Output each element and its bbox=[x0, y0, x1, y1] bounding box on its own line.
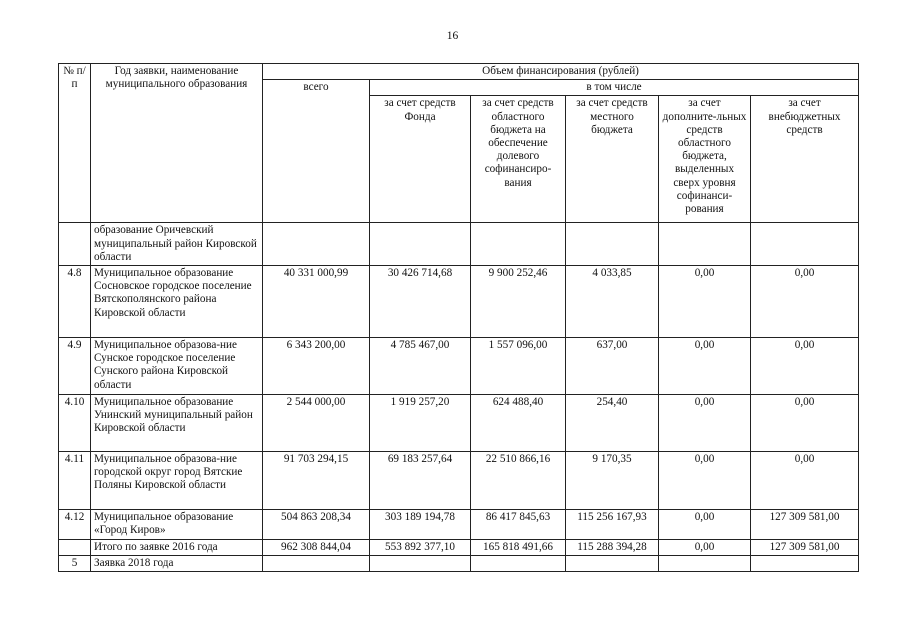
row-total bbox=[263, 223, 370, 266]
header-regional: за счет средств областного бюджета на обеспечение долевого софинансиро-вания bbox=[471, 96, 566, 223]
row-fund: 4 785 467,00 bbox=[370, 338, 471, 395]
row-extra bbox=[751, 223, 859, 266]
row-name: образование Оричевский муниципальный район Кировской области bbox=[91, 223, 263, 266]
row-additional bbox=[659, 223, 751, 266]
row-fund: 69 183 257,64 bbox=[370, 452, 471, 510]
financing-table bbox=[58, 63, 859, 572]
row-regional bbox=[471, 556, 566, 572]
row-extra: 0,00 bbox=[751, 452, 859, 510]
header-name: Год заявки, наименование муниципального образования bbox=[91, 64, 263, 223]
header-fund: за счет средств Фонда bbox=[370, 96, 471, 223]
table-row bbox=[59, 266, 859, 338]
row-extra: 0,00 bbox=[751, 266, 859, 338]
row-name: Итого по заявке 2016 года bbox=[91, 540, 263, 556]
row-regional: 9 900 252,46 bbox=[471, 266, 566, 338]
row-extra: 127 309 581,00 bbox=[751, 540, 859, 556]
row-no: 4.11 bbox=[59, 452, 91, 510]
header-no: № п/п bbox=[59, 64, 91, 223]
table-row bbox=[59, 452, 859, 510]
row-extra: 0,00 bbox=[751, 338, 859, 395]
row-name: Муниципальное образование «Город Киров» bbox=[91, 510, 263, 540]
page-number: 16 bbox=[446, 30, 459, 42]
row-total: 504 863 208,34 bbox=[263, 510, 370, 540]
header-funding: Объем финансирования (рублей) bbox=[263, 64, 859, 80]
header-including: в том числе bbox=[370, 80, 859, 96]
row-extra bbox=[751, 556, 859, 572]
row-extra: 127 309 581,00 bbox=[751, 510, 859, 540]
row-no: 4.9 bbox=[59, 338, 91, 395]
table-row bbox=[59, 510, 859, 540]
row-additional bbox=[659, 556, 751, 572]
total-row bbox=[59, 540, 859, 556]
row-local: 115 288 394,28 bbox=[566, 540, 659, 556]
table-row bbox=[59, 556, 859, 572]
row-total: 91 703 294,15 bbox=[263, 452, 370, 510]
row-local: 4 033,85 bbox=[566, 266, 659, 338]
row-local: 254,40 bbox=[566, 395, 659, 452]
row-no: 5 bbox=[59, 556, 91, 572]
row-fund: 303 189 194,78 bbox=[370, 510, 471, 540]
table-row bbox=[59, 223, 859, 266]
row-local: 115 256 167,93 bbox=[566, 510, 659, 540]
row-regional bbox=[471, 223, 566, 266]
row-no bbox=[59, 540, 91, 556]
row-regional: 1 557 096,00 bbox=[471, 338, 566, 395]
table-row bbox=[59, 395, 859, 452]
row-additional: 0,00 bbox=[659, 395, 751, 452]
row-regional: 624 488,40 bbox=[471, 395, 566, 452]
row-name: Муниципальное образование Унинский муниципальный район Кировской области bbox=[91, 395, 263, 452]
row-additional: 0,00 bbox=[659, 540, 751, 556]
row-no: 4.12 bbox=[59, 510, 91, 540]
row-fund: 1 919 257,20 bbox=[370, 395, 471, 452]
row-additional: 0,00 bbox=[659, 266, 751, 338]
row-name: Муниципальное образова-ние Сунское городское поселение Сунского района Кировской области bbox=[91, 338, 263, 395]
row-fund: 553 892 377,10 bbox=[370, 540, 471, 556]
row-local: 637,00 bbox=[566, 338, 659, 395]
row-name: Муниципальное образование Сосновское городское поселение Вятскополянского района Кировской области bbox=[91, 266, 263, 338]
row-regional: 165 818 491,66 bbox=[471, 540, 566, 556]
row-total bbox=[263, 556, 370, 572]
row-no: 4.8 bbox=[59, 266, 91, 338]
header-additional: за счет дополните-льных средств областного бюджета, выделенных сверх уровня софинанси-рования bbox=[659, 96, 751, 223]
row-regional: 86 417 845,63 bbox=[471, 510, 566, 540]
row-local bbox=[566, 223, 659, 266]
row-total: 2 544 000,00 bbox=[263, 395, 370, 452]
row-total: 962 308 844,04 bbox=[263, 540, 370, 556]
row-fund bbox=[370, 223, 471, 266]
row-fund bbox=[370, 556, 471, 572]
row-name: Муниципальное образова-ние городской округ город Вятские Поляны Кировской области bbox=[91, 452, 263, 510]
table-row bbox=[59, 338, 859, 395]
header-row-1 bbox=[59, 64, 859, 80]
row-local: 9 170,35 bbox=[566, 452, 659, 510]
row-total: 40 331 000,99 bbox=[263, 266, 370, 338]
row-total: 6 343 200,00 bbox=[263, 338, 370, 395]
row-name: Заявка 2018 года bbox=[91, 556, 263, 572]
row-no: 4.10 bbox=[59, 395, 91, 452]
header-local: за счет средств местного бюджета bbox=[566, 96, 659, 223]
row-additional: 0,00 bbox=[659, 338, 751, 395]
header-extrabudget: за счет внебюджетных средств bbox=[751, 96, 859, 223]
row-no bbox=[59, 223, 91, 266]
row-extra: 0,00 bbox=[751, 395, 859, 452]
row-local bbox=[566, 556, 659, 572]
row-regional: 22 510 866,16 bbox=[471, 452, 566, 510]
row-additional: 0,00 bbox=[659, 452, 751, 510]
header-total: всего bbox=[263, 80, 370, 223]
row-fund: 30 426 714,68 bbox=[370, 266, 471, 338]
row-additional: 0,00 bbox=[659, 510, 751, 540]
